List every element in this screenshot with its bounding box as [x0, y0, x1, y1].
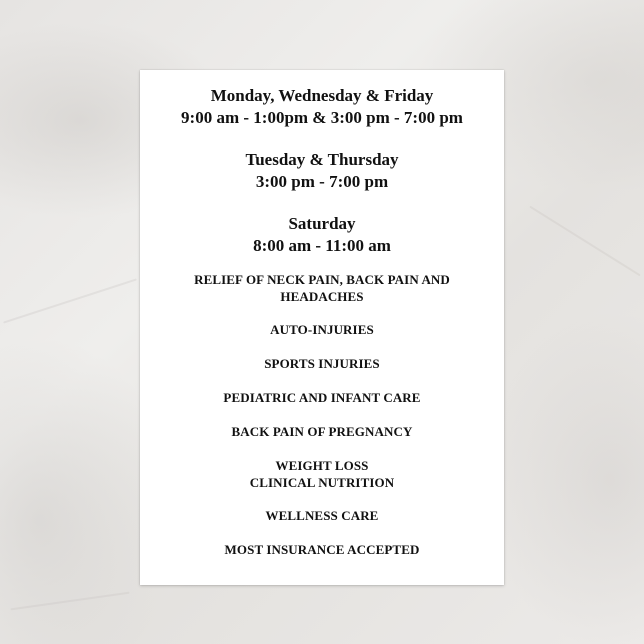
service-item-nutrition — [140, 457, 504, 491]
hours-times-sat: 8:00 am - 11:00 am — [253, 236, 391, 255]
service-line: MOST INSURANCE ACCEPTED — [224, 542, 420, 557]
service-line: SPORTS INJURIES — [264, 356, 380, 371]
hours-block-sat — [140, 213, 504, 257]
service-item-relief — [140, 271, 504, 305]
service-item-insurance — [140, 541, 504, 558]
hours-block-tth — [140, 149, 504, 193]
marble-vein — [3, 278, 137, 323]
service-item-wellness — [140, 507, 504, 524]
service-item-auto — [140, 321, 504, 338]
hours-days-tth: Tuesday & Thursday — [245, 150, 399, 169]
service-line: WELLNESS CARE — [265, 508, 379, 523]
service-line: CLINICAL NUTRITION — [249, 475, 395, 490]
hours-days-sat: Saturday — [288, 214, 356, 233]
service-item-sports — [140, 355, 504, 372]
service-line: BACK PAIN OF PREGNANCY — [231, 424, 413, 439]
service-line: HEADACHES — [280, 289, 364, 304]
service-line: WEIGHT LOSS — [275, 458, 369, 473]
service-line: AUTO-INJURIES — [270, 322, 374, 337]
hours-days-mwf: Monday, Wednesday & Friday — [210, 86, 434, 105]
marble-vein — [10, 592, 129, 611]
service-item-pregnancy — [140, 423, 504, 440]
service-line: RELIEF OF NECK PAIN, BACK PAIN AND — [194, 272, 450, 287]
hours-times-tth: 3:00 pm - 7:00 pm — [255, 172, 389, 191]
business-card-back — [140, 70, 504, 585]
service-item-pediatric — [140, 389, 504, 406]
marble-vein — [529, 206, 640, 277]
hours-times-mwf: 9:00 am - 1:00pm & 3:00 pm - 7:00 pm — [181, 108, 463, 127]
hours-block-mwf — [140, 85, 504, 129]
service-line: PEDIATRIC AND INFANT CARE — [223, 390, 421, 405]
